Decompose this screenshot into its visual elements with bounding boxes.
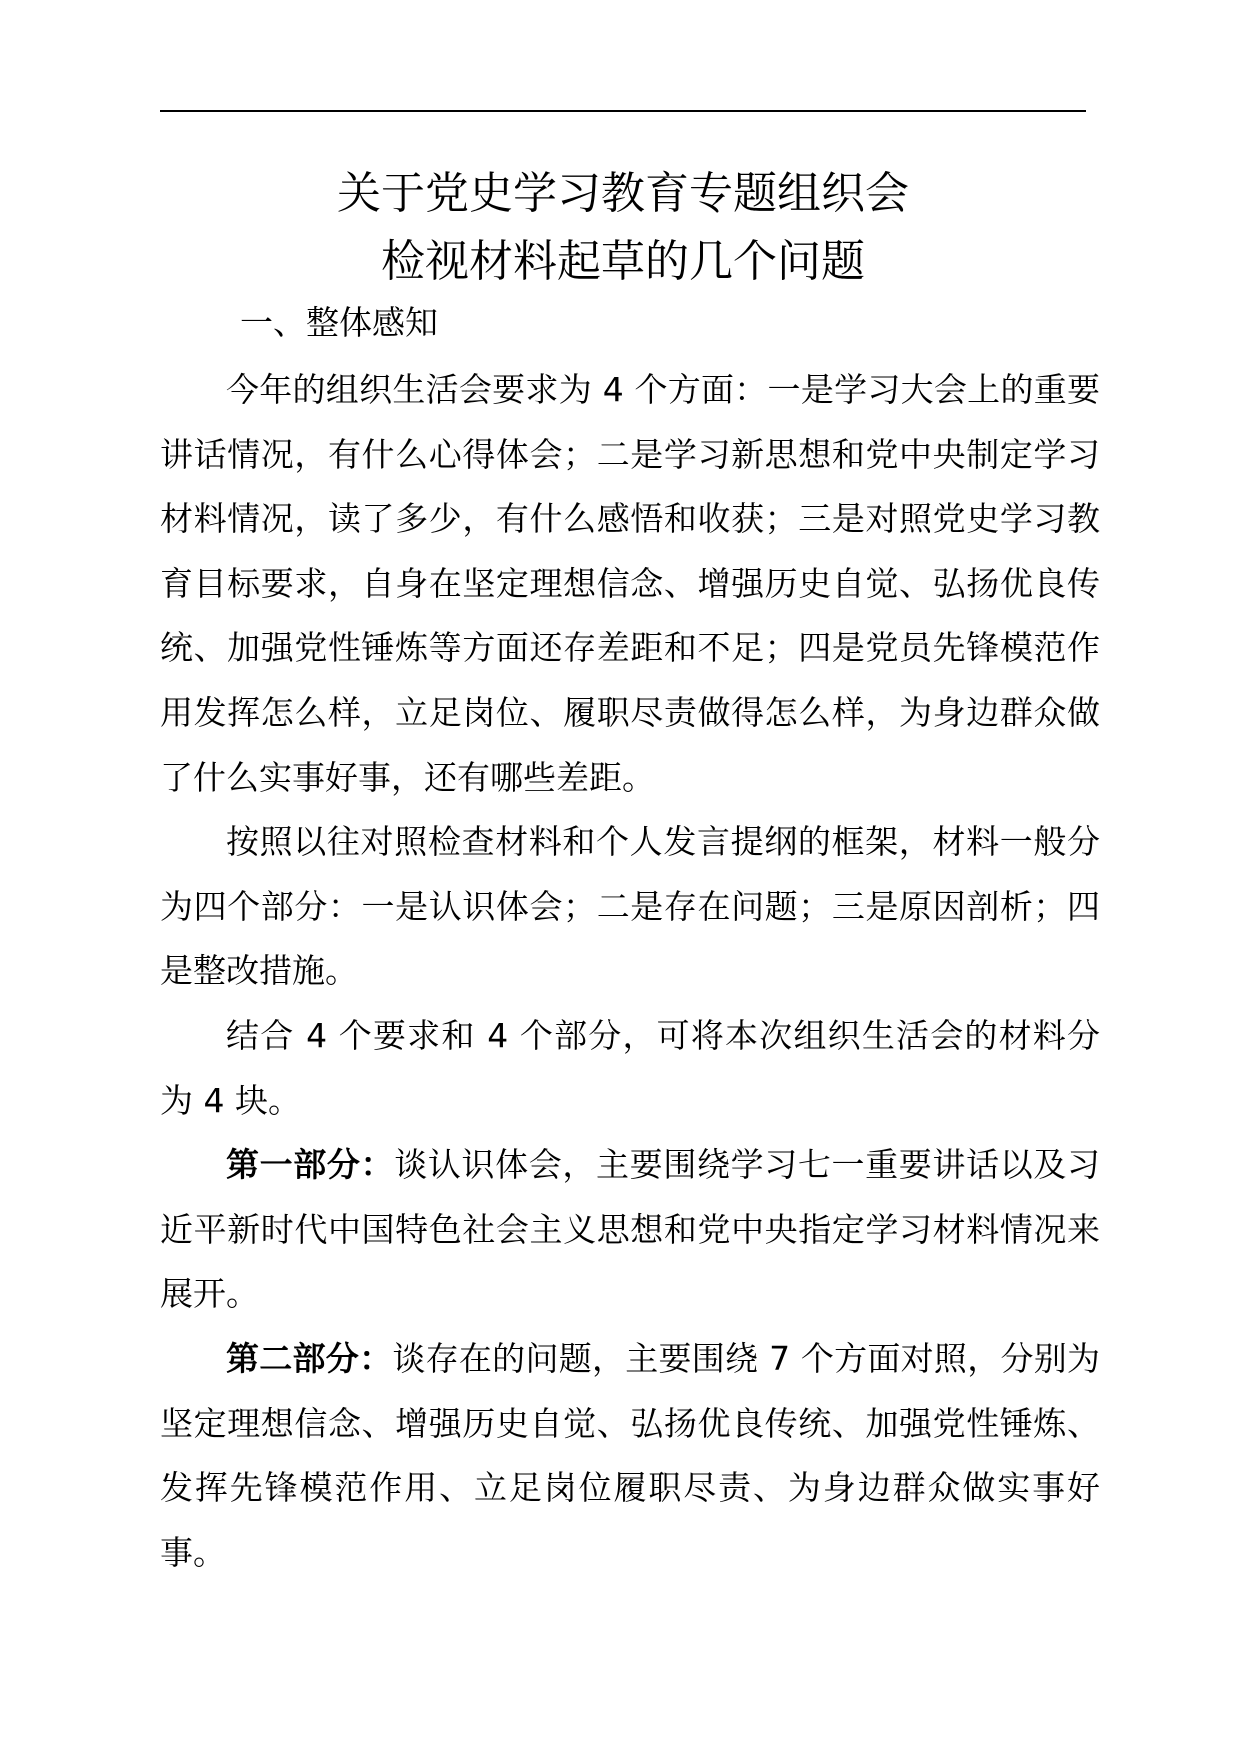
paragraph-framework <box>160 810 1100 1004</box>
paragraph-requirements <box>160 358 1100 810</box>
paragraph-text: 按照以往对照检查材料和个人发言提纲的框架，材料一般分为四个部分：一是认识体会；二是存在问题；三是原因剖析；四是整改措施。 <box>160 822 1100 991</box>
section-heading-overall-perception: 一、整体感知 <box>240 303 438 342</box>
paragraph-part-two <box>160 1327 1100 1585</box>
paragraph-part-one <box>160 1133 1100 1327</box>
document-title-line-1: 关于党史学习教育专题组织会 <box>337 168 909 219</box>
paragraph-text: 今年的组织生活会要求为 4 个方面：一是学习大会上的重要讲话情况，有什么心得体会；二是学习新思想和党中央制定学习材料情况，读了多少，有什么感悟和收获；三是对照党史学习教育目标要求，自身在坚定理想信念、增强历史自觉、弘扬优良传统、加强党性锤炼等方面还存差距和不足；四是党员先锋模范作用发挥怎么样，立足岗位、履职尽责做得怎么样，为身边群众做了什么实事好事，还有哪些差距。 <box>160 370 1100 797</box>
document-title-line-2: 检视材料起草的几个问题 <box>381 236 865 287</box>
paragraph-text: 谈存在的问题，主要围绕 7 个方面对照，分别为坚定理想信念、增强历史自觉、弘扬优良传统、加强党性锤炼、发挥先锋模范作用、立足岗位履职尽责、为身边群众做实事好事。 <box>160 1339 1101 1572</box>
header-rule <box>160 110 1086 112</box>
paragraph-lead-label: 第二部分： <box>226 1339 393 1378</box>
paragraph-text: 结合 4 个要求和 4 个部分，可将本次组织生活会的材料分为 4 块。 <box>160 1016 1100 1120</box>
paragraph-lead-label: 第一部分： <box>226 1145 395 1184</box>
paragraph-combination <box>160 1004 1100 1133</box>
paragraph-text: 谈认识体会，主要围绕学习七一重要讲话以及习近平新时代中国特色社会主义思想和党中央指定学习材料情况来展开。 <box>160 1145 1101 1314</box>
